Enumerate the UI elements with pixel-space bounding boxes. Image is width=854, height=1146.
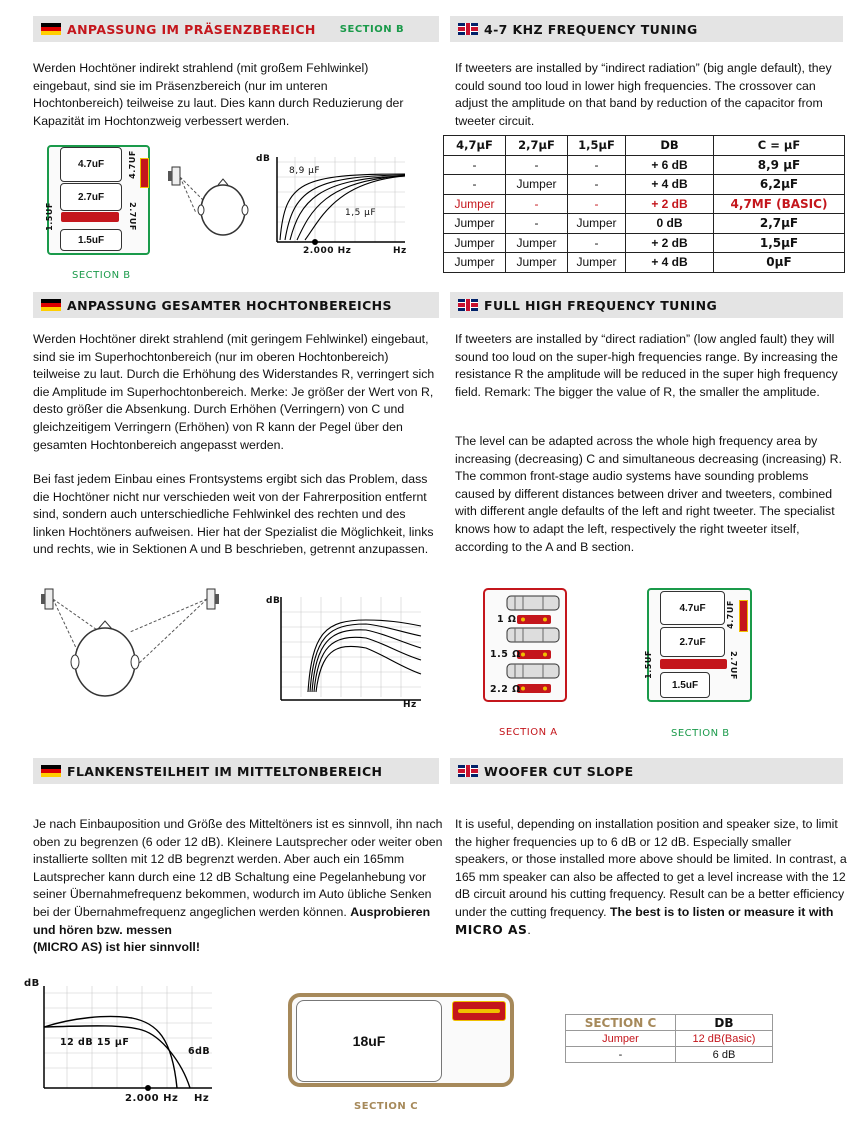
s3-graph-label-6: 6dB: [188, 1046, 211, 1057]
table-cell: + 6 dB: [626, 155, 714, 175]
table-cell: 6 dB: [675, 1047, 772, 1063]
table-cell: -: [568, 194, 626, 214]
jumper-row: [61, 212, 119, 222]
side-label-4-7-b: 4.7UF: [725, 600, 735, 629]
uk-flag-icon: [458, 23, 478, 35]
table-cell: 8,9 µF: [714, 155, 845, 175]
section1-header-en: [450, 16, 843, 42]
table-cell: 2,7µF: [714, 214, 845, 234]
section2-header-de: [33, 292, 439, 318]
section2-graph: [266, 592, 426, 712]
s1-graph-label-top: 8,9 µF: [289, 166, 321, 176]
section3-text-en-end: .: [527, 922, 531, 937]
section2-title-en: FULL HIGH FREQUENCY TUNING: [484, 297, 718, 313]
section-c-caption: SECTION C: [354, 1101, 419, 1112]
section1-graph: [255, 152, 410, 260]
table-cell: Jumper: [506, 233, 568, 253]
table-row: [444, 233, 845, 253]
section1-title-de: ANPASSUNG IM PRÄSENZBEREICH: [67, 21, 316, 37]
section3-text-de: [33, 816, 443, 957]
section3-text-de-bold2: (MICRO AS) ist hier sinnvoll!: [33, 940, 200, 955]
section3-text-en-body: It is useful, depending on installation position and speaker size, to limit the higher frequencies up to 6 dB or 12 dB. Especially smaller speakers, or those installed more above should be limited. In contrast, a 165 mm speaker can also be affected to get a level increase with the 12 dB circuit around his cutting frequency. Result can be a better efficiency under the cutting frequency.: [455, 817, 847, 919]
table-cell: 6,2µF: [714, 175, 845, 195]
table-cell: -: [568, 233, 626, 253]
s3-graph-ylabel: dB: [24, 978, 40, 989]
table-cell: -: [506, 194, 568, 214]
table-cell: Jumper: [444, 214, 506, 234]
section2-text-en-2: The level can be adapted across the whole high frequency area by increasing (decreasing) C and simultaneous decreasing (increasing) R. The common front-stage audio systems have sounding problems caused by different distances between driver and tweeters, combined with different angle defaults of the left and right tweeter. The specialist knows how to adapt the left, respectively the right tweeter itself, according to the A and B section.: [455, 434, 842, 554]
table-cell: Jumper: [566, 1031, 676, 1047]
table-cell: -: [506, 155, 568, 175]
table-cell: -: [566, 1047, 676, 1063]
side-label-4-7: 4.7UF: [127, 150, 137, 179]
cap-4-7: 4.7uF: [60, 147, 122, 182]
table-cell: + 2 dB: [626, 194, 714, 214]
table-header: 1,5µF: [568, 136, 626, 156]
table-cell: 4,7ΜF (BASIC): [714, 194, 845, 214]
cap-4-7-b: 4.7uF: [660, 591, 725, 625]
table-header: 2,7µF: [506, 136, 568, 156]
side-label-1-5-b: 1.5UF: [643, 650, 653, 679]
section1-table: [443, 135, 845, 273]
section2-text-en: If tweeters are installed by “direct radiation” (low angled fault) they will sound too loud on the super-high frequencies range. By increasing the resistance R the amplitude will be reduced in the super high frequency field. Remark: The bigger the value of R, the smaller the amplitude.: [455, 332, 838, 399]
jumper-vertical-b: [739, 600, 748, 632]
section2-title-de: ANPASSUNG GESAMTER HOCHTONBEREICHS: [67, 297, 392, 313]
jumper-vertical: [140, 158, 149, 188]
s1-graph-label-bottom: 1,5 µF: [345, 208, 377, 218]
section3-text-en-brand: MICRO AS: [455, 922, 528, 937]
s1-graph-xlabel: Hz: [393, 246, 407, 256]
table-cell: Jumper: [506, 175, 568, 195]
resistor-label-2: 1.5 Ω: [490, 649, 521, 660]
section1-section-label: SECTION B: [339, 23, 405, 35]
side-label-1-5: 1.5UF: [44, 202, 54, 231]
cap-2-7-b: 2.7uF: [660, 627, 725, 657]
table-cell: Jumper: [444, 194, 506, 214]
table-row: [566, 1047, 773, 1063]
table-cell: -: [568, 175, 626, 195]
table-cell: 0µF: [714, 253, 845, 273]
section1-board-caption: SECTION B: [72, 270, 131, 281]
section-b-caption: SECTION B: [671, 728, 730, 739]
table-row: [444, 253, 845, 273]
table-cell: + 4 dB: [626, 253, 714, 273]
s3-graph-label-12: 12 dB 15 µF: [60, 1037, 130, 1048]
jumper-row-b: [660, 659, 727, 669]
table-row: [444, 155, 845, 175]
table-cell: -: [506, 214, 568, 234]
head-tweeter-diagram: [168, 165, 253, 255]
table-cell: + 2 dB: [626, 233, 714, 253]
section-a-caption: SECTION A: [499, 727, 558, 738]
table-row: [566, 1031, 773, 1047]
table-cell: 1,5µF: [714, 233, 845, 253]
german-flag-icon: [41, 765, 61, 777]
section3-table: [565, 1014, 773, 1063]
s3-graph-xlabel: Hz: [194, 1093, 210, 1104]
table-header: 4,7µF: [444, 136, 506, 156]
table-cell: -: [568, 155, 626, 175]
table-row: [444, 194, 845, 214]
table-cell: Jumper: [444, 233, 506, 253]
table-cell: Jumper: [506, 253, 568, 273]
table-cell: Jumper: [568, 214, 626, 234]
resistor-label-1: 1 Ω: [497, 614, 517, 625]
s1-graph-ylabel: dB: [256, 154, 271, 164]
table-row: [444, 136, 845, 156]
two-tweeters-diagram: [40, 587, 230, 707]
table-header: SECTION C: [566, 1015, 676, 1031]
table-cell: -: [444, 175, 506, 195]
table-header: DB: [626, 136, 714, 156]
table-row: [444, 175, 845, 195]
section2-text-de: Werden Hochtöner direkt strahlend (mit geringem Fehlwinkel) eingebaut, sind sie im Superhochtonbereich (nur im oberen Hochtonbereich) teilweise zu laut. Durch die Erhöhung des Widerstandes R, verringert sich die Amplitude im Superhochtonbereich. Merke: Je größer der Wert von R, desto größer die Absenkung. Durch Erhöhen (Verringern) von C und gleichzeitigem Verringern (Erhöhen) von R kann der Pegel über den gesamten Hochtonbereich angepasst werden.: [33, 332, 435, 452]
cap-2-7: 2.7uF: [60, 183, 122, 211]
section1-title-en: 4-7 KHZ FREQUENCY TUNING: [484, 21, 698, 37]
section2-text-de-2: Bei fast jedem Einbau eines Frontsystems ergibt sich das Problem, dass die Hochtöner nicht nur verschieden weit von der Fahrerposition entfernt sind, sondern auch unterschiedliche Fehlwinkel des rechten und des linken Hochtöners aufweisen. Hier hat der Spezialist die Möglichkeit, links und rechts, wie in Sektionen A und B beschrieben, getrennt anzupassen.: [33, 472, 434, 557]
table-row: [566, 1015, 773, 1031]
table-cell: 0 dB: [626, 214, 714, 234]
table-row: [444, 214, 845, 234]
uk-flag-icon: [458, 765, 478, 777]
section2-header-en: [450, 292, 843, 318]
german-flag-icon: [41, 299, 61, 311]
s2-graph-xlabel: Hz: [403, 700, 417, 710]
german-flag-icon: [41, 23, 61, 35]
section3-title-de: FLANKENSTEILHEIT IM MITTELTONBEREICH: [67, 763, 383, 779]
table-cell: + 4 dB: [626, 175, 714, 195]
section1-text-en: If tweeters are installed by “indirect radiation” (big angle default), they could sound too loud in lower high frequencies. The crossover can adjust the amplitude on that band by reduction of the capacitor from tweeter circuit.: [455, 61, 832, 128]
table-header: C = µF: [714, 136, 845, 156]
jumper-c-link: [458, 1009, 500, 1013]
table-cell: Jumper: [444, 253, 506, 273]
resistor-label-3: 2.2 Ω: [490, 684, 521, 695]
table-cell: -: [444, 155, 506, 175]
section3-title-en: WOOFER CUT SLOPE: [484, 763, 634, 779]
section3-text-de-bold: Ausprobieren und hören bzw. messen: [33, 904, 431, 937]
section3-text-en-bold: The best is to listen or measure it with: [609, 904, 834, 919]
cap-1-5: 1.5uF: [60, 229, 122, 251]
side-label-2-7-b: 2.7UF: [728, 651, 738, 680]
s3-graph-xtick: 2.000 Hz: [125, 1093, 179, 1104]
s1-graph-xtick: 2.000 Hz: [303, 246, 352, 256]
table-cell: Jumper: [568, 253, 626, 273]
table-header: DB: [675, 1015, 772, 1031]
section1-header-de: [33, 16, 439, 42]
section3-text-en: [455, 816, 847, 939]
section3-header-en: [450, 758, 843, 784]
side-label-2-7: 2.7UF: [127, 202, 137, 231]
section1-text-de: Werden Hochtöner indirekt strahlend (mit großem Fehlwinkel) eingebaut, sind sie im Präsenzbereich (nur im unteren Hochtonbereich) teilweise zu laut. Dies kann durch Reduzierung der Kapazität im Hochtonzweig verbessert werden.: [33, 61, 404, 128]
cap-1-5-b: 1.5uF: [660, 672, 710, 698]
s2-graph-ylabel: dB: [266, 596, 281, 606]
uk-flag-icon: [458, 299, 478, 311]
cap-18uf: 18uF: [296, 1000, 442, 1082]
section3-text-de-body: Je nach Einbauposition und Größe des Mitteltöners ist es sinnvoll, ihn nach oben zu begrenzen (6 oder 12 dB). Kleinere Lautsprecher oder weiter oben installierte sollten mit 12 dB begrenzt werden. Aber auch ein 165mm Lautsprecher kann durch eine 12 dB Schaltung eine Pegelanhebung vor seiner Übernahmefrequenz bekommen, wodurch im Auto übliche Senken bei der Übernahmefrequenz angeglichen werden können.: [33, 817, 443, 919]
section3-header-de: [33, 758, 439, 784]
table-cell: 12 dB(Basic): [675, 1031, 772, 1047]
